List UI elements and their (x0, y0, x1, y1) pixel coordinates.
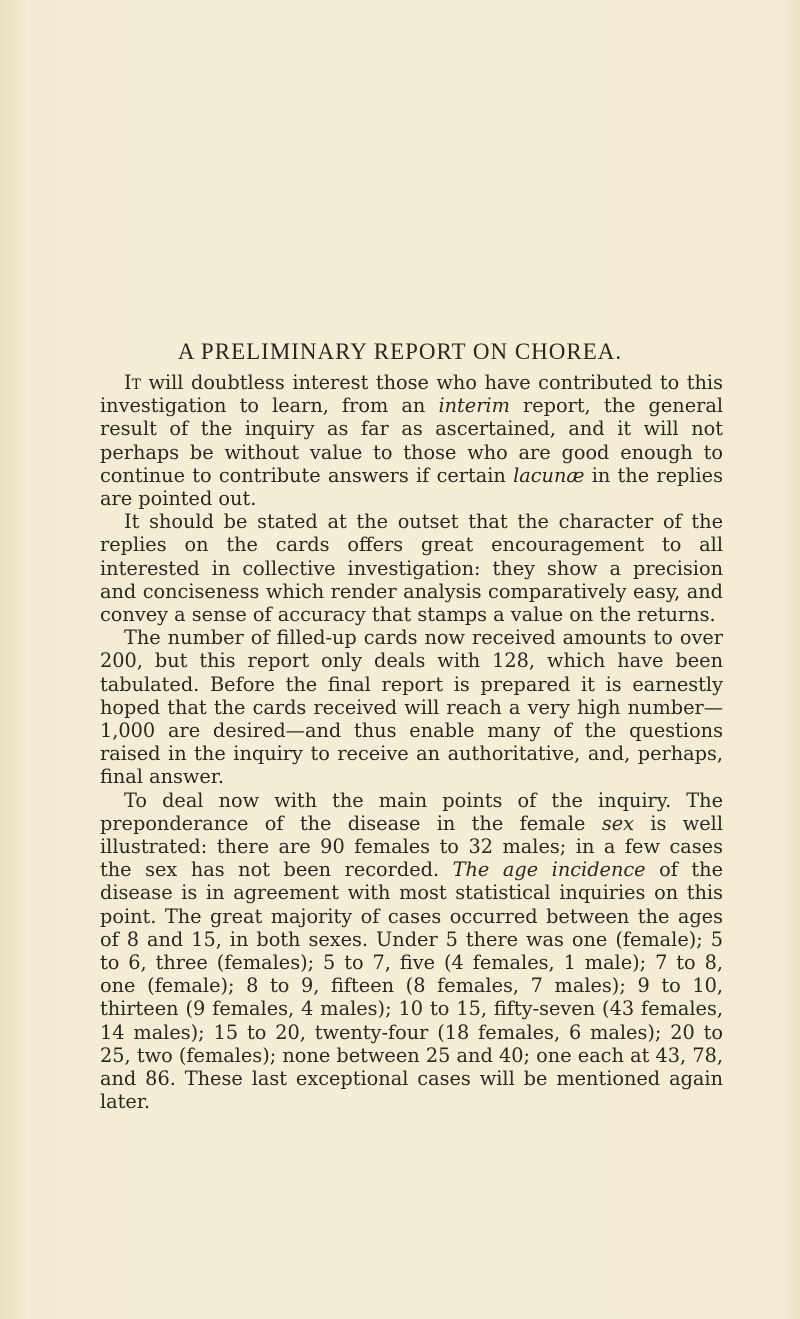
text-segment-italic: sex (601, 811, 634, 835)
paragraph-intro (100, 371, 723, 510)
text-segment: of the disease is in agreement with most statistical inquiries on this point. The great majority of cases occurred between the ages of 8 and 15, in both sexes. Under 5 there was one (female); 5 to 6, three (females); 5 to 7, five (4 females, 1 male); 7 to 8, one (female); 8 to 9, fifteen (8 females, 7 males); 9 to 10, thirteen (9 females, 4 males); 10 to 15, fifty-seven (43 females, 14 males); 15 to 20, twenty-four (18 females, 6 males); 20 to 25, two (females); none between 25 and 40; one each at 43, 78, and 86. These last exceptional cases will be mentioned again later. (100, 858, 723, 1114)
text-segment: report, the general result of the inquiry as far as ascertained, and it will not perhaps be without value to those who are good enough to continue to contribute answers if certain (100, 394, 723, 487)
text-segment-italic: The age incidence (452, 858, 646, 882)
paragraph-character-of-replies (100, 510, 723, 626)
report-body (100, 371, 723, 1114)
text-segment: will doubtless interest those who have contributed to this investigation to learn, from an (100, 371, 723, 418)
text-segment: The number of filled-up cards now received amounts to over 200, but this report only deals with 128, which have been tabulated. Before the final report is prepared it is earnestly hoped that the cards received will reach a very high number—1,000 are desired—and thus enable many of the questions raised in the inquiry to receive an authoritative, and, perhaps, final answer. (100, 626, 723, 789)
text-segment-italic: lacunæ (513, 463, 585, 487)
text-segment-italic: interim (438, 394, 510, 418)
text-segment: It (124, 371, 141, 394)
text-segment: is well illustrated: there are 90 females to 32 males; in a few cases the sex has not been recorded. (100, 811, 723, 882)
paragraph-number-of-cards (100, 626, 723, 788)
text-segment: It should be stated at the outset that the character of the replies on the cards offers great encouragement to all interested in collective investigation: they show a precision and conciseness which render analysis comparatively easy, and convey a sense of accuracy that stamps a value on the returns. (100, 510, 723, 627)
page-title: A PRELIMINARY REPORT ON CHOREA. (177, 339, 623, 364)
text-segment: in the replies are pointed out. (100, 463, 723, 511)
text-segment: To deal now with the main points of the inquiry. The preponderance of the disease in the female (100, 788, 723, 835)
paragraph-main-points (100, 789, 723, 1114)
